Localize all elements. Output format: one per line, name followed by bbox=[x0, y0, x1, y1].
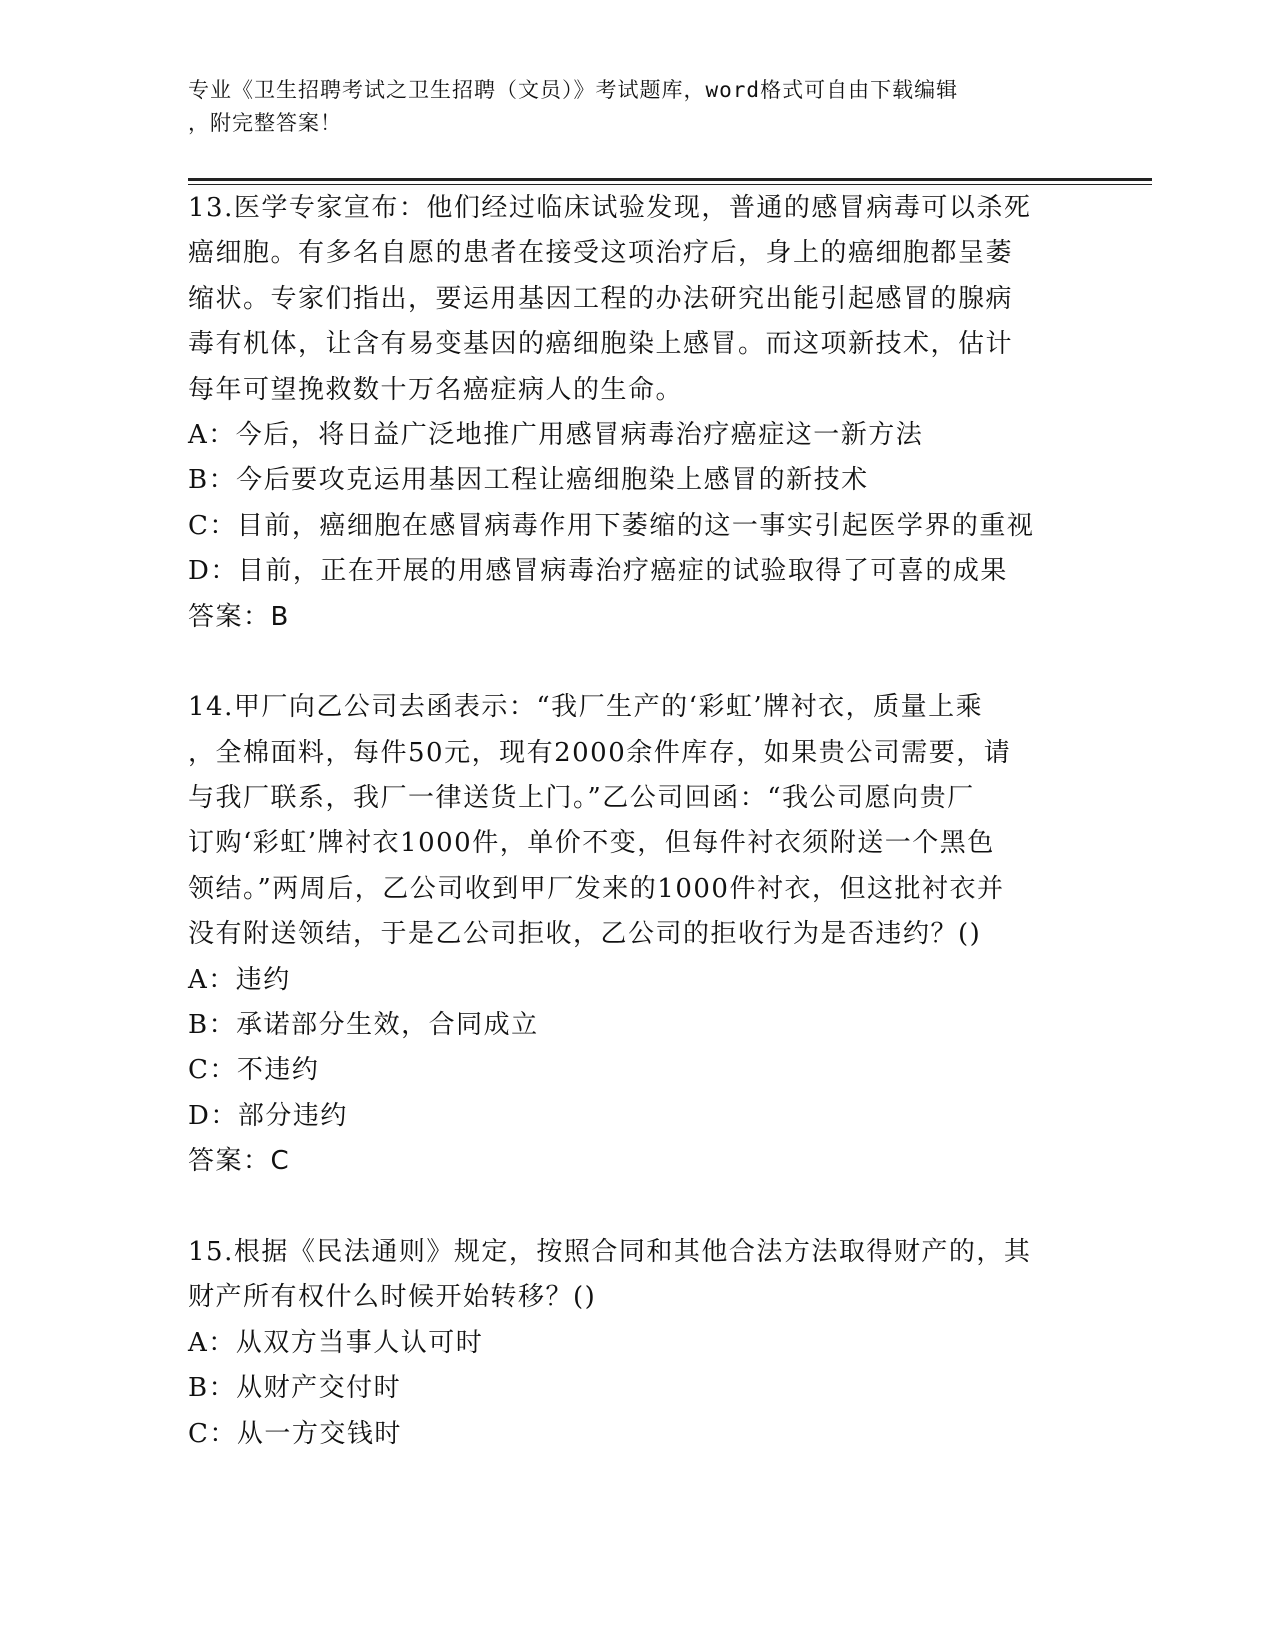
question-15 bbox=[188, 1230, 1088, 1457]
question-spacer bbox=[188, 1185, 1088, 1230]
header-line-1: 专业《卫生招聘考试之卫生招聘（文员）》考试题库，word格式可自由下载编辑 bbox=[188, 78, 959, 102]
header-line-2: ，附完整答案！ bbox=[188, 111, 342, 135]
question-text-line: 领结。”两周后，乙公司收到甲厂发来的1000件衬衣，但这批衬衣并 bbox=[188, 873, 1005, 904]
question-13 bbox=[188, 186, 1088, 640]
question-text-line: 毒有机体，让含有易变基因的癌细胞染上感冒。而这项新技术，估计 bbox=[188, 329, 1014, 360]
option-b: B：从财产交付时 bbox=[188, 1373, 402, 1404]
question-text-line: 13.医学专家宣布：他们经过临床试验发现，普通的感冒病毒可以杀死 bbox=[188, 193, 1032, 223]
question-text-line: 每年可望挽救数十万名癌症病人的生命。 bbox=[188, 374, 684, 405]
question-text-line: 缩状。专家们指出，要运用基因工程的办法研究出能引起感冒的腺病 bbox=[188, 283, 1014, 314]
answer-label: 答案：C bbox=[188, 1146, 291, 1177]
question-spacer bbox=[188, 640, 1088, 685]
question-text-line: 订购‘彩虹’牌衬衣1000件，单价不变，但每件衬衣须附送一个黑色 bbox=[188, 828, 995, 859]
option-a: A：违约 bbox=[188, 964, 291, 995]
header-divider-thick bbox=[188, 178, 1152, 181]
answer-label: 答案：B bbox=[188, 601, 290, 632]
question-text-line: 癌细胞。有多名自愿的患者在接受这项治疗后，身上的癌细胞都呈萎 bbox=[188, 238, 1014, 269]
header-divider-thin bbox=[188, 184, 1152, 185]
question-text-line: 14.甲厂向乙公司去函表示：“我厂生产的‘彩虹’牌衬衣，质量上乘 bbox=[188, 692, 984, 723]
question-text-line: ，全棉面料，每件50元，现有2000余件库存，如果贵公司需要，请 bbox=[188, 737, 1012, 768]
option-d: D：部分违约 bbox=[188, 1100, 348, 1131]
question-text-line: 与我厂联系，我厂一律送货上门。”乙公司回函：“我公司愿向贵厂 bbox=[188, 783, 975, 814]
option-b: B：今后要攻克运用基因工程让癌细胞染上感冒的新技术 bbox=[188, 465, 869, 496]
option-a: A：今后，将日益广泛地推广用感冒病毒治疗癌症这一新方法 bbox=[188, 419, 924, 450]
document-header bbox=[188, 74, 1068, 140]
option-c: C：不违约 bbox=[188, 1055, 320, 1086]
option-b: B：承诺部分生效，合同成立 bbox=[188, 1010, 539, 1041]
question-list bbox=[188, 186, 1088, 1457]
option-c: C：目前，癌细胞在感冒病毒作用下萎缩的这一事实引起医学界的重视 bbox=[188, 510, 1035, 541]
option-a: A：从双方当事人认可时 bbox=[188, 1327, 484, 1358]
question-text-line: 没有附送领结，于是乙公司拒收，乙公司的拒收行为是否违约？() bbox=[188, 919, 982, 950]
option-d: D：目前，正在开展的用感冒病毒治疗癌症的试验取得了可喜的成果 bbox=[188, 556, 1008, 587]
question-text-line: 15.根据《民法通则》规定，按照合同和其他合法方法取得财产的，其 bbox=[188, 1236, 1032, 1267]
question-14 bbox=[188, 685, 1088, 1184]
option-c: C：从一方交钱时 bbox=[188, 1418, 402, 1449]
question-text-line: 财产所有权什么时候开始转移？() bbox=[188, 1282, 597, 1313]
